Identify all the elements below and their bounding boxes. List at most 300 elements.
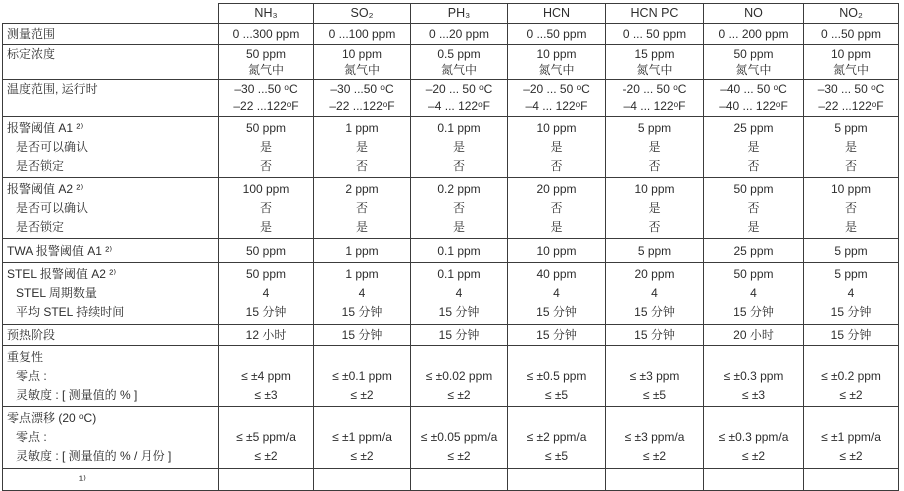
sensor-spec-table <box>2 3 899 491</box>
spec-value-cell <box>219 346 314 407</box>
spec-value-cell <box>314 239 411 263</box>
cell-text: 15 分钟 <box>634 305 675 319</box>
spec-value-cell <box>606 263 704 325</box>
cell-text: 0 ...50 ppm <box>820 27 882 41</box>
spec-value-cell <box>508 24 606 45</box>
cell-text: 是 <box>648 139 661 154</box>
cell-text <box>412 471 506 489</box>
cell-text <box>315 409 409 428</box>
spec-value-cell <box>804 239 899 263</box>
spec-value-cell <box>606 346 704 407</box>
cell-text: 15 分钟 <box>830 328 872 342</box>
spec-value-cell <box>411 239 508 263</box>
cell-text <box>220 471 312 489</box>
cell-text: 报警阈值 A1 ²⁾ <box>7 120 84 135</box>
cell-text: 10 ppm <box>830 47 872 61</box>
spec-value-cell <box>704 45 804 80</box>
spec-value-cell <box>704 24 804 45</box>
cell-text: 4 <box>262 286 270 300</box>
table-band <box>3 325 899 346</box>
cell-text: ≤ ±0.2 ppm <box>821 368 881 383</box>
cell-text: ≤ ±2 <box>642 449 667 463</box>
cell-text <box>7 62 216 78</box>
row-label-cell <box>3 80 219 117</box>
cell-text: 10 ppm <box>536 47 577 61</box>
cell-text <box>705 471 802 489</box>
spec-value-cell <box>508 45 606 80</box>
cell-text: 零点 : <box>16 430 47 444</box>
cell-text: 是否可以确认 <box>16 200 89 215</box>
cell-text: 1 ppm <box>345 120 379 135</box>
cell-text: 15 分钟 <box>341 328 383 342</box>
header-row <box>3 4 899 24</box>
cell-text: 15 分钟 <box>536 305 577 319</box>
spec-value-cell <box>704 117 804 178</box>
cell-text: 25 ppm <box>733 243 774 258</box>
cell-text <box>315 348 409 367</box>
cell-text: 重复性 <box>7 349 44 364</box>
spec-value-cell <box>314 325 411 346</box>
cell-text: –40 ... 122ᵒF <box>719 99 788 113</box>
cell-text: ≤ ±5 <box>544 387 569 402</box>
table-band <box>3 346 899 407</box>
spec-value-cell <box>606 239 704 263</box>
cell-text: 20 ppm <box>634 267 675 281</box>
cell-text: 否 <box>550 158 563 173</box>
cell-text: 15 分钟 <box>830 305 872 319</box>
gas-column-header <box>804 4 899 24</box>
cell-text <box>705 409 802 428</box>
spec-value-cell <box>411 469 508 491</box>
cell-text: 平均 STEL 持续时间 <box>16 305 125 319</box>
cell-text: PH₃ <box>447 6 471 20</box>
cell-text: –30 ... 50 ᵒC <box>817 82 885 96</box>
spec-value-cell <box>411 346 508 407</box>
cell-text: 0.1 ppm <box>437 120 481 135</box>
cell-text: 温度范围, 运行时 <box>7 82 98 96</box>
cell-text: 报警阈值 A2 ²⁾ <box>7 181 84 196</box>
cell-text: ≤ ±3 ppm/a <box>624 430 685 444</box>
spec-value-cell <box>704 80 804 117</box>
cell-text <box>220 409 312 428</box>
spec-value-cell <box>804 325 899 346</box>
spec-value-cell <box>219 45 314 80</box>
cell-text: –40 ... 50 ᵒC <box>720 82 787 96</box>
cell-text: 否 <box>355 200 368 215</box>
spec-value-cell <box>606 24 704 45</box>
spec-value-cell <box>314 45 411 80</box>
cell-text: 是 <box>259 219 272 234</box>
spec-value-cell <box>219 325 314 346</box>
cell-text: 50 ppm <box>245 243 287 258</box>
cell-text <box>705 348 802 367</box>
table-band <box>3 239 899 263</box>
cell-text: 是 <box>259 139 272 154</box>
spec-value-cell <box>219 178 314 239</box>
cell-text: ≤ ±0.3 ppm/a <box>718 430 789 444</box>
spec-value-cell <box>314 263 411 325</box>
cell-text <box>509 409 604 428</box>
spec-value-cell <box>804 346 899 407</box>
cell-text: ≤ ±2 <box>839 387 863 402</box>
spec-value-cell <box>804 263 899 325</box>
cell-text: 否 <box>648 158 661 173</box>
cell-text: 12 小时 <box>245 328 287 342</box>
cell-text: 否 <box>747 158 760 173</box>
cell-text: 是 <box>355 219 368 234</box>
cell-text: 20 ppm <box>536 181 577 196</box>
spec-value-cell <box>314 178 411 239</box>
cell-text: 氮气中 <box>247 63 284 77</box>
table-band <box>3 263 899 325</box>
cell-text: 否 <box>259 200 272 215</box>
row-label-cell <box>3 263 219 325</box>
cell-text: ≤ ±3 <box>741 387 766 402</box>
cell-text: NO₂ <box>839 6 863 20</box>
cell-text <box>509 471 604 489</box>
row-label-cell <box>3 117 219 178</box>
cell-text: -20 ... 50 ᵒC <box>622 82 687 96</box>
row-label-cell <box>3 346 219 407</box>
cell-text: 0.2 ppm <box>437 181 481 196</box>
cell-text: 灵敏度 : [ 测量值的 % / 月份 ] <box>16 449 172 463</box>
cell-text: 是 <box>550 219 563 234</box>
cell-text: 5 ppm <box>834 120 868 135</box>
cell-text: 灵敏度 : [ 测量值的 % ] <box>16 387 138 402</box>
spec-value-cell <box>219 469 314 491</box>
spec-value-cell <box>508 346 606 407</box>
cell-text: ≤ ±5 <box>642 387 667 402</box>
cell-text: ≤ ±2 <box>350 387 374 402</box>
cell-text <box>607 348 702 367</box>
cell-text: ≤ ±4 ppm <box>241 368 291 383</box>
spec-value-cell <box>411 80 508 117</box>
spec-value-cell <box>314 407 411 469</box>
spec-value-cell <box>704 469 804 491</box>
cell-text: 50 ppm <box>245 267 287 281</box>
cell-text: 是 <box>648 200 661 215</box>
spec-value-cell <box>219 24 314 45</box>
cell-text: 预热阶段 <box>7 328 56 342</box>
spec-value-cell <box>606 178 704 239</box>
cell-text: –4 ... 122ᵒF <box>525 99 588 113</box>
cell-text: –4 ... 122ᵒF <box>623 99 686 113</box>
cell-text: 氮气中 <box>636 63 673 77</box>
cell-text <box>315 471 409 489</box>
spec-value-cell <box>219 263 314 325</box>
cell-text: –4 ... 122ᵒF <box>428 99 490 113</box>
cell-text: 4 <box>553 286 560 300</box>
spec-value-cell <box>704 263 804 325</box>
cell-text: 是 <box>747 139 760 154</box>
cell-text: ≤ ±2 <box>741 449 766 463</box>
table-band <box>3 80 899 117</box>
cell-text: 氮气中 <box>538 63 575 77</box>
cell-text: 4 <box>455 286 463 300</box>
row-label-cell <box>3 239 219 263</box>
spec-value-cell <box>411 178 508 239</box>
cell-text: 否 <box>452 158 465 173</box>
spec-value-cell <box>508 178 606 239</box>
gas-column-header <box>606 4 704 24</box>
cell-text: 0 ...50 ppm <box>526 27 587 41</box>
cell-text: 0.1 ppm <box>437 243 481 258</box>
cell-text: ≤ ±3 ppm <box>629 368 680 383</box>
cell-text: 0.5 ppm <box>437 47 481 61</box>
table-band <box>3 178 899 239</box>
spec-value-cell <box>704 407 804 469</box>
cell-text: 零点漂移 (20 ᵒC) <box>7 411 97 425</box>
cell-text: 是否锁定 <box>16 158 65 173</box>
cell-text: 否 <box>355 158 368 173</box>
spec-value-cell <box>508 263 606 325</box>
cell-text: 50 ppm <box>733 181 774 196</box>
cell-text: 否 <box>844 200 857 215</box>
cell-text: 是 <box>844 139 857 154</box>
spec-value-cell <box>219 117 314 178</box>
cell-text: 是 <box>452 219 465 234</box>
cell-text: 50 ppm <box>733 267 774 281</box>
cell-text: 4 <box>750 286 757 300</box>
spec-value-cell <box>508 469 606 491</box>
cell-text: –20 ... 50 ᵒC <box>425 82 493 96</box>
cell-text: 1 ppm <box>345 243 379 258</box>
gas-column-header <box>508 4 606 24</box>
cell-text: 100 ppm <box>242 181 290 196</box>
spec-value-cell <box>704 325 804 346</box>
spec-value-cell <box>804 117 899 178</box>
cell-text: 否 <box>259 158 272 173</box>
cell-text: 0 ...100 ppm <box>328 27 396 41</box>
cell-text: –22 ...122ᵒF <box>329 99 395 113</box>
cell-text: 是否可以确认 <box>16 139 89 154</box>
cell-text <box>607 471 702 489</box>
table-band <box>3 45 899 80</box>
cell-text: ≤ ±0.1 ppm <box>332 368 392 383</box>
cell-text: 5 ppm <box>637 120 672 135</box>
cell-text <box>412 409 506 428</box>
cell-text: 是 <box>355 139 368 154</box>
spec-value-cell <box>219 239 314 263</box>
spec-value-cell <box>704 346 804 407</box>
spec-value-cell <box>508 80 606 117</box>
cell-text: ≤ ±3 <box>254 387 278 402</box>
spec-value-cell <box>314 24 411 45</box>
cell-text: 5 ppm <box>834 267 868 281</box>
cell-text: –22 ...122ᵒF <box>233 99 299 113</box>
cell-text: 15 分钟 <box>438 305 480 319</box>
cell-text: 否 <box>844 158 857 173</box>
spec-value-cell <box>704 239 804 263</box>
cell-text: –20 ... 50 ᵒC <box>523 82 590 96</box>
cell-text: HCN <box>542 6 571 20</box>
cell-text: 5 ppm <box>637 243 672 258</box>
cell-text <box>607 409 702 428</box>
cell-text: SO₂ <box>350 6 374 20</box>
corner-blank-cell <box>3 4 219 24</box>
cell-text: 是 <box>452 139 465 154</box>
cell-text <box>412 348 506 367</box>
cell-text: 4 <box>358 286 366 300</box>
cell-text: 0.1 ppm <box>437 267 481 281</box>
cell-text: ≤ ±0.5 ppm <box>526 368 587 383</box>
spec-value-cell <box>804 80 899 117</box>
cell-text: 否 <box>747 200 760 215</box>
spec-value-cell <box>219 80 314 117</box>
table-band <box>3 407 899 469</box>
row-label-cell <box>3 469 219 491</box>
cell-text: 是否锁定 <box>16 219 65 234</box>
cell-text: 10 ppm <box>830 181 872 196</box>
cell-text: –30 ...50 ᵒC <box>330 82 394 96</box>
cell-text: 5 ppm <box>834 243 868 258</box>
cell-text: ¹⁾ <box>79 472 86 487</box>
cell-text: 是 <box>844 219 857 234</box>
cell-text: 10 ppm <box>341 47 383 61</box>
spec-value-cell <box>606 407 704 469</box>
table-band <box>3 24 899 45</box>
cell-text: 否 <box>648 219 661 234</box>
row-label-cell <box>3 178 219 239</box>
gas-column-header <box>314 4 411 24</box>
row-label-cell <box>3 407 219 469</box>
cell-text: 20 小时 <box>733 328 774 342</box>
table-band <box>3 117 899 178</box>
spec-value-cell <box>411 325 508 346</box>
cell-text: ≤ ±1 ppm/a <box>821 430 881 444</box>
cell-text: 15 ppm <box>634 47 675 61</box>
cell-text: 否 <box>452 200 465 215</box>
spec-value-cell <box>314 346 411 407</box>
spec-value-cell <box>219 407 314 469</box>
cell-text: 0 ... 50 ppm <box>622 27 687 41</box>
cell-text: 50 ppm <box>733 47 774 61</box>
cell-text: ≤ ±2 <box>447 387 471 402</box>
spec-value-cell <box>606 117 704 178</box>
spec-value-cell <box>606 80 704 117</box>
spec-value-cell <box>508 117 606 178</box>
cell-text <box>509 348 604 367</box>
spec-value-cell <box>606 325 704 346</box>
cell-text: TWA 报警阈值 A1 ²⁾ <box>7 243 113 258</box>
spec-value-cell <box>314 80 411 117</box>
cell-text: 2 ppm <box>345 181 379 196</box>
cell-text: ≤ ±0.02 ppm <box>425 368 493 383</box>
cell-text: ≤ ±2 <box>839 449 863 463</box>
spec-value-cell <box>804 178 899 239</box>
cell-text <box>805 409 897 428</box>
row-label-cell <box>3 24 219 45</box>
cell-text: –22 ...122ᵒF <box>818 99 884 113</box>
cell-text: 10 ppm <box>536 243 577 258</box>
cell-text: ≤ ±0.3 ppm <box>723 368 784 383</box>
row-label-cell <box>3 325 219 346</box>
cell-text: 15 分钟 <box>438 328 480 342</box>
cell-text: 50 ppm <box>245 120 287 135</box>
cell-text: –30 ...50 ᵒC <box>234 82 298 96</box>
cell-text: ≤ ±5 <box>544 449 569 463</box>
cell-text: 15 分钟 <box>634 328 675 342</box>
gas-column-header <box>219 4 314 24</box>
cell-text <box>220 348 312 367</box>
spec-value-cell <box>411 263 508 325</box>
cell-text <box>805 471 897 489</box>
cell-text: 10 ppm <box>634 181 675 196</box>
cell-text: 零点 : <box>16 368 47 383</box>
spec-value-cell <box>606 469 704 491</box>
cell-text: 25 ppm <box>733 120 774 135</box>
cell-text: 4 <box>651 286 658 300</box>
spec-value-cell <box>804 45 899 80</box>
cell-text: ≤ ±5 ppm/a <box>236 430 296 444</box>
spec-value-cell <box>704 178 804 239</box>
cell-text: 测量范围 <box>7 27 56 41</box>
spec-value-cell <box>411 45 508 80</box>
spec-value-cell <box>804 407 899 469</box>
spec-value-cell <box>411 117 508 178</box>
cell-text: NO <box>744 6 763 20</box>
gas-column-header <box>704 4 804 24</box>
cell-text: ≤ ±0.05 ppm/a <box>420 430 498 444</box>
cell-text: 氮气中 <box>440 63 477 77</box>
cell-text: 4 <box>847 286 855 300</box>
cell-text: 15 分钟 <box>341 305 383 319</box>
cell-text: ≤ ±2 ppm/a <box>526 430 587 444</box>
cell-text: ≤ ±2 <box>447 449 471 463</box>
cell-text: 15 分钟 <box>733 305 774 319</box>
cell-text: NH₃ <box>254 6 278 20</box>
cell-text: 否 <box>550 200 563 215</box>
cell-text: ≤ ±1 ppm/a <box>332 430 392 444</box>
cell-text: 40 ppm <box>536 267 577 281</box>
cell-text: 1 ppm <box>345 267 379 281</box>
cell-text: 是 <box>550 139 563 154</box>
cell-text <box>805 348 897 367</box>
cell-text: 0 ...300 ppm <box>232 27 300 41</box>
cell-text: 氮气中 <box>343 63 380 77</box>
cell-text: STEL 报警阈值 A2 ²⁾ <box>7 267 117 281</box>
cell-text: 15 分钟 <box>536 328 577 342</box>
cell-text: 50 ppm <box>245 47 287 61</box>
cell-text <box>7 98 216 115</box>
cell-text: 0 ... 200 ppm <box>718 27 789 41</box>
cell-text: 15 分钟 <box>245 305 287 319</box>
spec-value-cell <box>804 469 899 491</box>
table-band <box>3 469 899 491</box>
spec-value-cell <box>314 117 411 178</box>
spec-value-cell <box>314 469 411 491</box>
spec-value-cell <box>606 45 704 80</box>
cell-text: ≤ ±2 <box>254 449 278 463</box>
spec-value-cell <box>508 325 606 346</box>
row-label-cell <box>3 45 219 80</box>
cell-text: 0 ...20 ppm <box>428 27 490 41</box>
cell-text: ≤ ±2 <box>350 449 374 463</box>
spec-value-cell <box>508 407 606 469</box>
spec-value-cell <box>411 24 508 45</box>
cell-text: 10 ppm <box>536 120 577 135</box>
cell-text: HCN PC <box>630 6 679 20</box>
spec-value-cell <box>508 239 606 263</box>
cell-text: STEL 周期数量 <box>16 286 97 300</box>
spec-value-cell <box>804 24 899 45</box>
cell-text: 氮气中 <box>832 63 869 77</box>
cell-text: 氮气中 <box>735 63 772 77</box>
spec-value-cell <box>411 407 508 469</box>
cell-text: 是 <box>747 219 760 234</box>
gas-column-header <box>411 4 508 24</box>
cell-text: 标定浓度 <box>7 47 56 61</box>
